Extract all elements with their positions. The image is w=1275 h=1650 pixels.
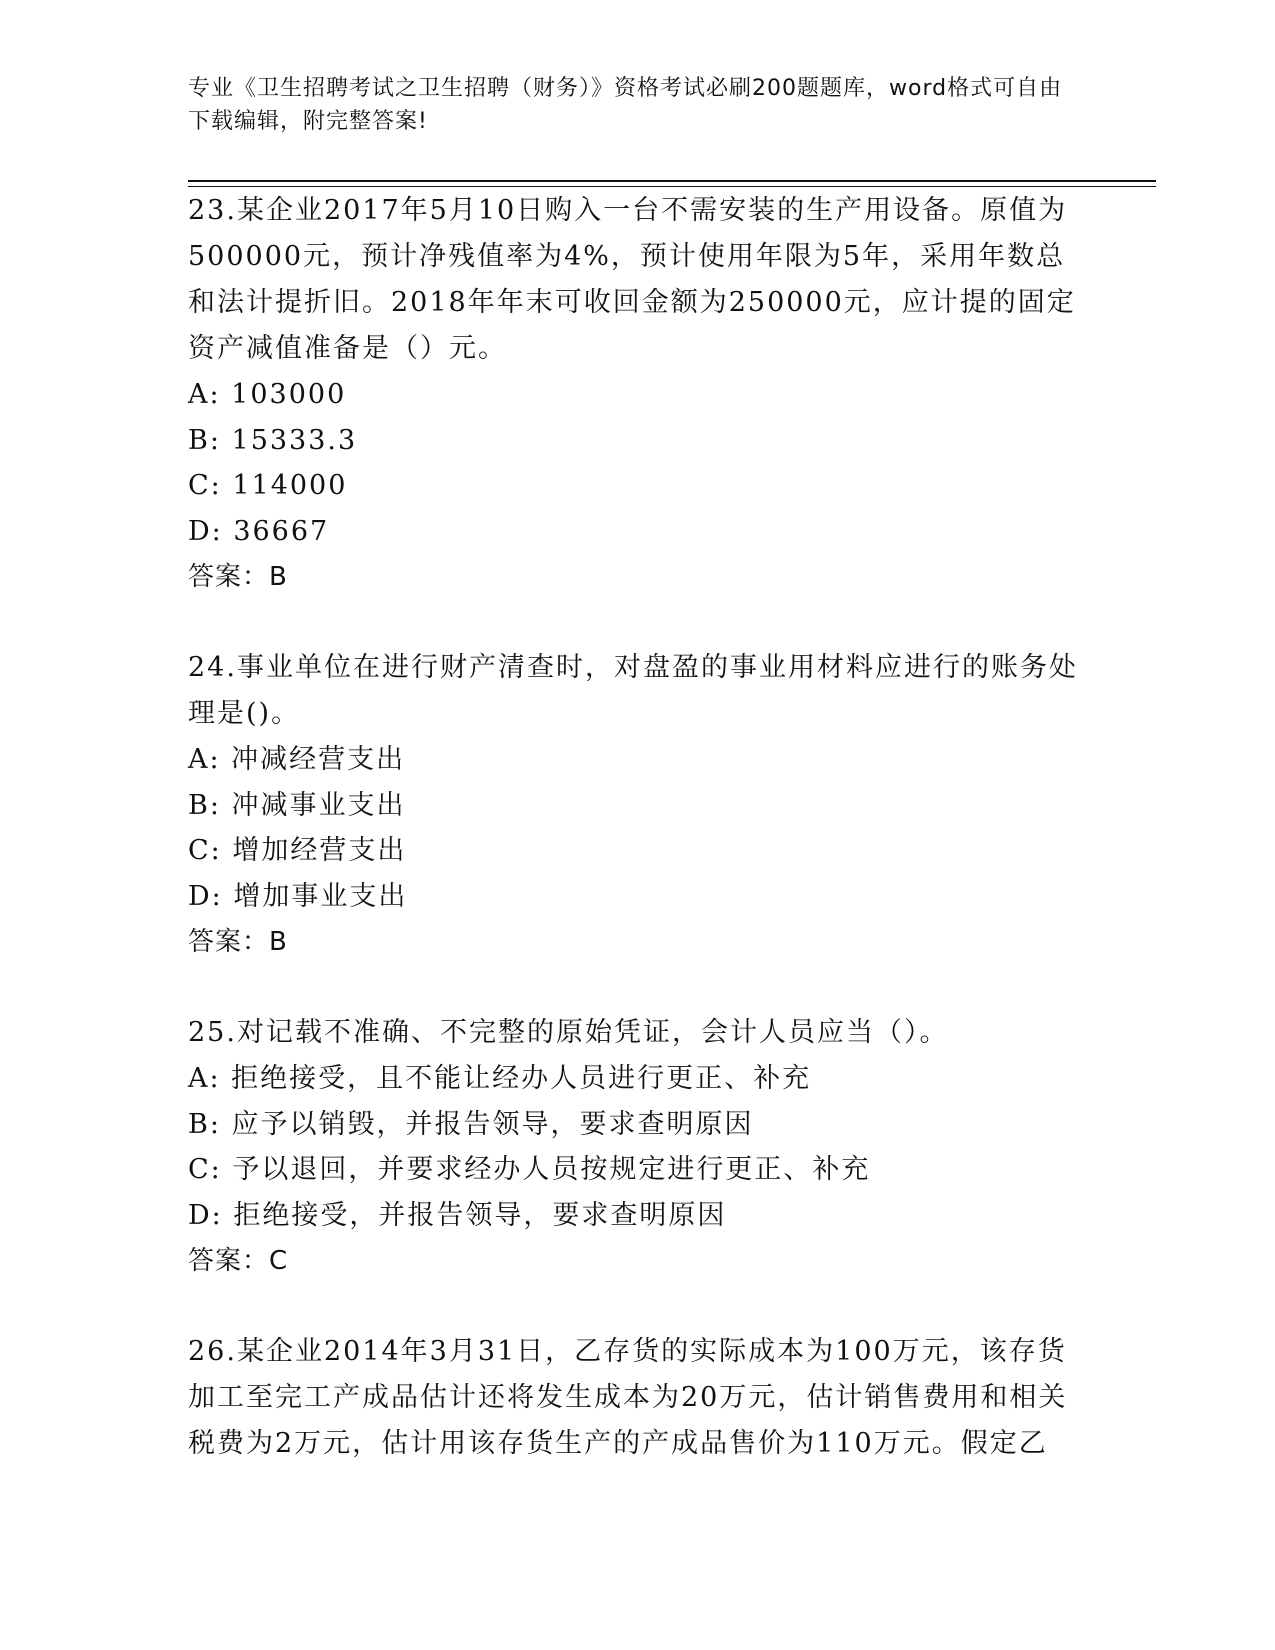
option-b: B: 15333.3 <box>188 424 358 456</box>
option-d: D: 36667 <box>188 515 330 547</box>
option-d: D: 拒绝接受，并报告领导，要求查明原因 <box>188 1199 727 1231</box>
question-stem: 24.事业单位在进行财产清查时，对盘盈的事业用材料应进行的账务处理是()。 <box>188 652 1078 729</box>
question-24 <box>188 645 1088 965</box>
question-stem: 26.某企业2014年3月31日，乙存货的实际成本为100万元，该存货加工至完工产成品估计还将发生成本为20万元，估计销售费用和相关税费为2万元，估计用该存货生产的产成品售价为110万元。假定乙 <box>188 1336 1068 1459</box>
question-stem: 23.某企业2017年5月10日购入一台不需安装的生产用设备。原值为500000元，预计净残值率为4%，预计使用年限为5年，采用年数总和法计提折旧。2018年年末可收回金额为250000元，应计提的固定资产减值准备是（）元。 <box>188 195 1076 364</box>
question-26 <box>188 1329 1088 1467</box>
answer-line: 答案：C <box>188 1246 289 1276</box>
option-a: A: 103000 <box>188 379 347 410</box>
option-a: A: 冲减经营支出 <box>188 744 406 775</box>
option-list <box>188 1056 1088 1238</box>
document-title: 专业《卫生招聘考试之卫生招聘（财务）》资格考试必刷200题题库，word格式可自由下载编辑，附完整答案! <box>188 76 1063 134</box>
option-b: B: 冲减事业支出 <box>188 789 406 821</box>
page-header <box>188 72 1078 138</box>
answer-line: 答案：B <box>188 927 288 957</box>
question-25 <box>188 1010 1088 1284</box>
option-c: C: 增加经营支出 <box>188 835 407 866</box>
header-divider-thin <box>188 186 1156 187</box>
option-list <box>188 372 1088 554</box>
question-stem: 25.对记载不准确、不完整的原始凭证，会计人员应当（）。 <box>188 1017 949 1048</box>
option-c: C: 予以退回，并要求经办人员按规定进行更正、补充 <box>188 1154 871 1185</box>
question-23 <box>188 188 1088 600</box>
option-d: D: 增加事业支出 <box>188 880 408 912</box>
answer-line: 答案：B <box>188 562 288 592</box>
header-divider-thick <box>188 180 1156 182</box>
option-c: C: 114000 <box>188 470 348 501</box>
question-list <box>188 188 1088 1512</box>
option-list <box>188 737 1088 919</box>
option-a: A: 拒绝接受，且不能让经办人员进行更正、补充 <box>188 1063 812 1094</box>
option-b: B: 应予以销毁，并报告领导，要求查明原因 <box>188 1108 754 1140</box>
